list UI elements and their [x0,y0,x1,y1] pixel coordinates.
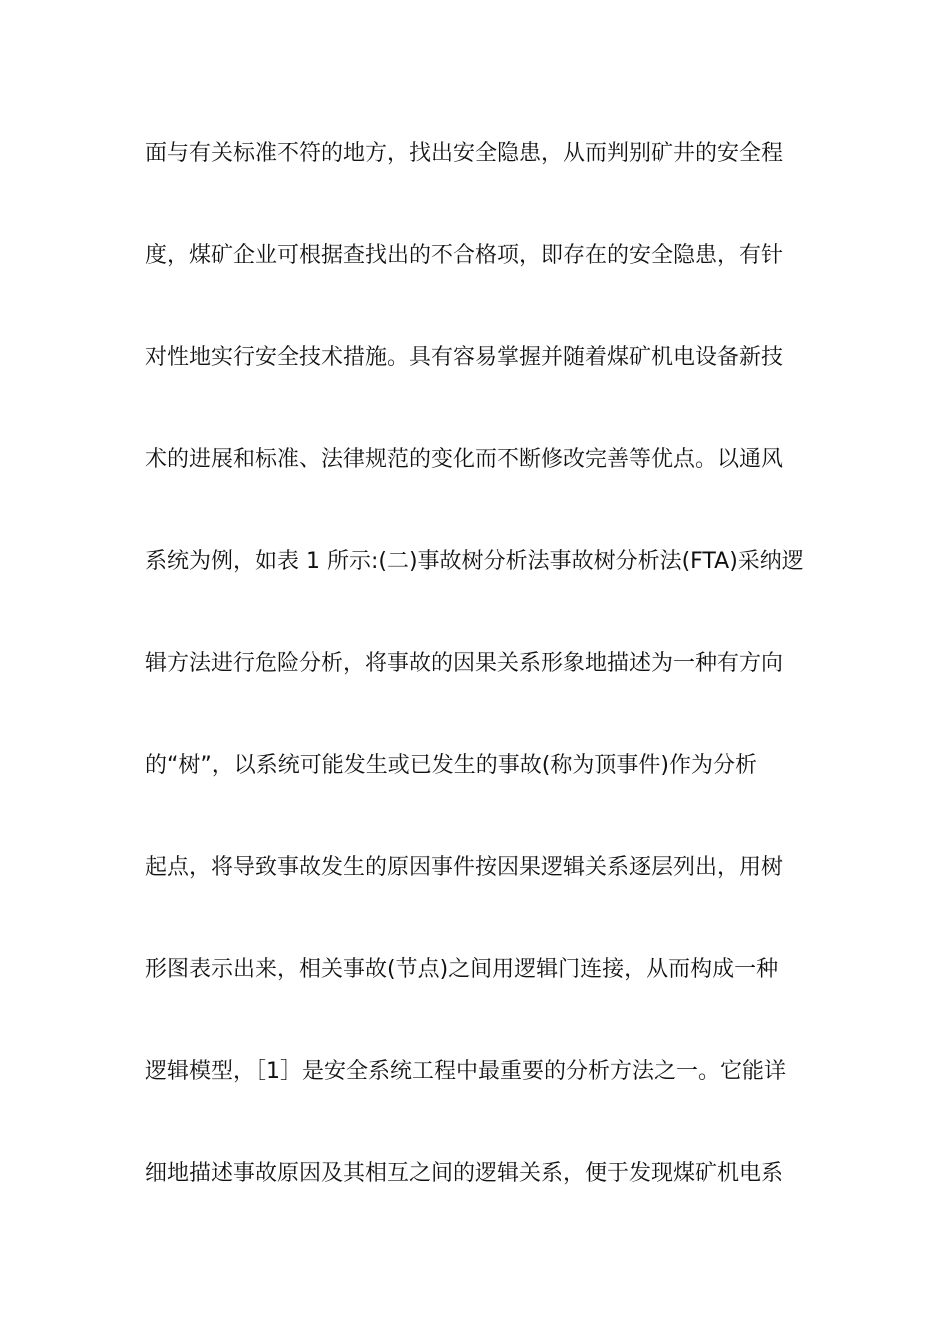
text-line: 术的进展和标准、法律规范的变化而不断修改完善等优点。以通风 [145,447,784,472]
text-line: 细地描述事故原因及其相互之间的逻辑关系，便于发现煤矿机电系 [145,1161,784,1186]
text-line: 形图表示出来，相关事故(节点)之间用逻辑门连接，从而构成一种 [145,957,779,982]
text-line: 面与有关标准不符的地方，找出安全隐患，从而判别矿井的安全程 [145,141,784,166]
text-line: 对性地实行安全技术措施。具有容易掌握并随着煤矿机电设备新技 [145,345,784,370]
text-line: 辑方法进行危险分析，将事故的因果关系形象地描述为一种有方向 [145,651,784,676]
text-line: 起点，将导致事故发生的原因事件按因果逻辑关系逐层列出，用树 [145,855,784,880]
text-line: 逻辑模型，［1］是安全系统工程中最重要的分析方法之一。它能详 [145,1059,786,1084]
text-line: 度，煤矿企业可根据查找出的不合格项，即存在的安全隐患，有针 [145,243,784,268]
text-line: 系统为例，如表 1 所示:(二)事故树分析法事故树分析法(FTA)采纳逻 [145,549,804,574]
body-text [145,136,810,1258]
text-line: 的“树”，以系统可能发生或已发生的事故(称为顶事件)作为分析 [145,753,757,778]
